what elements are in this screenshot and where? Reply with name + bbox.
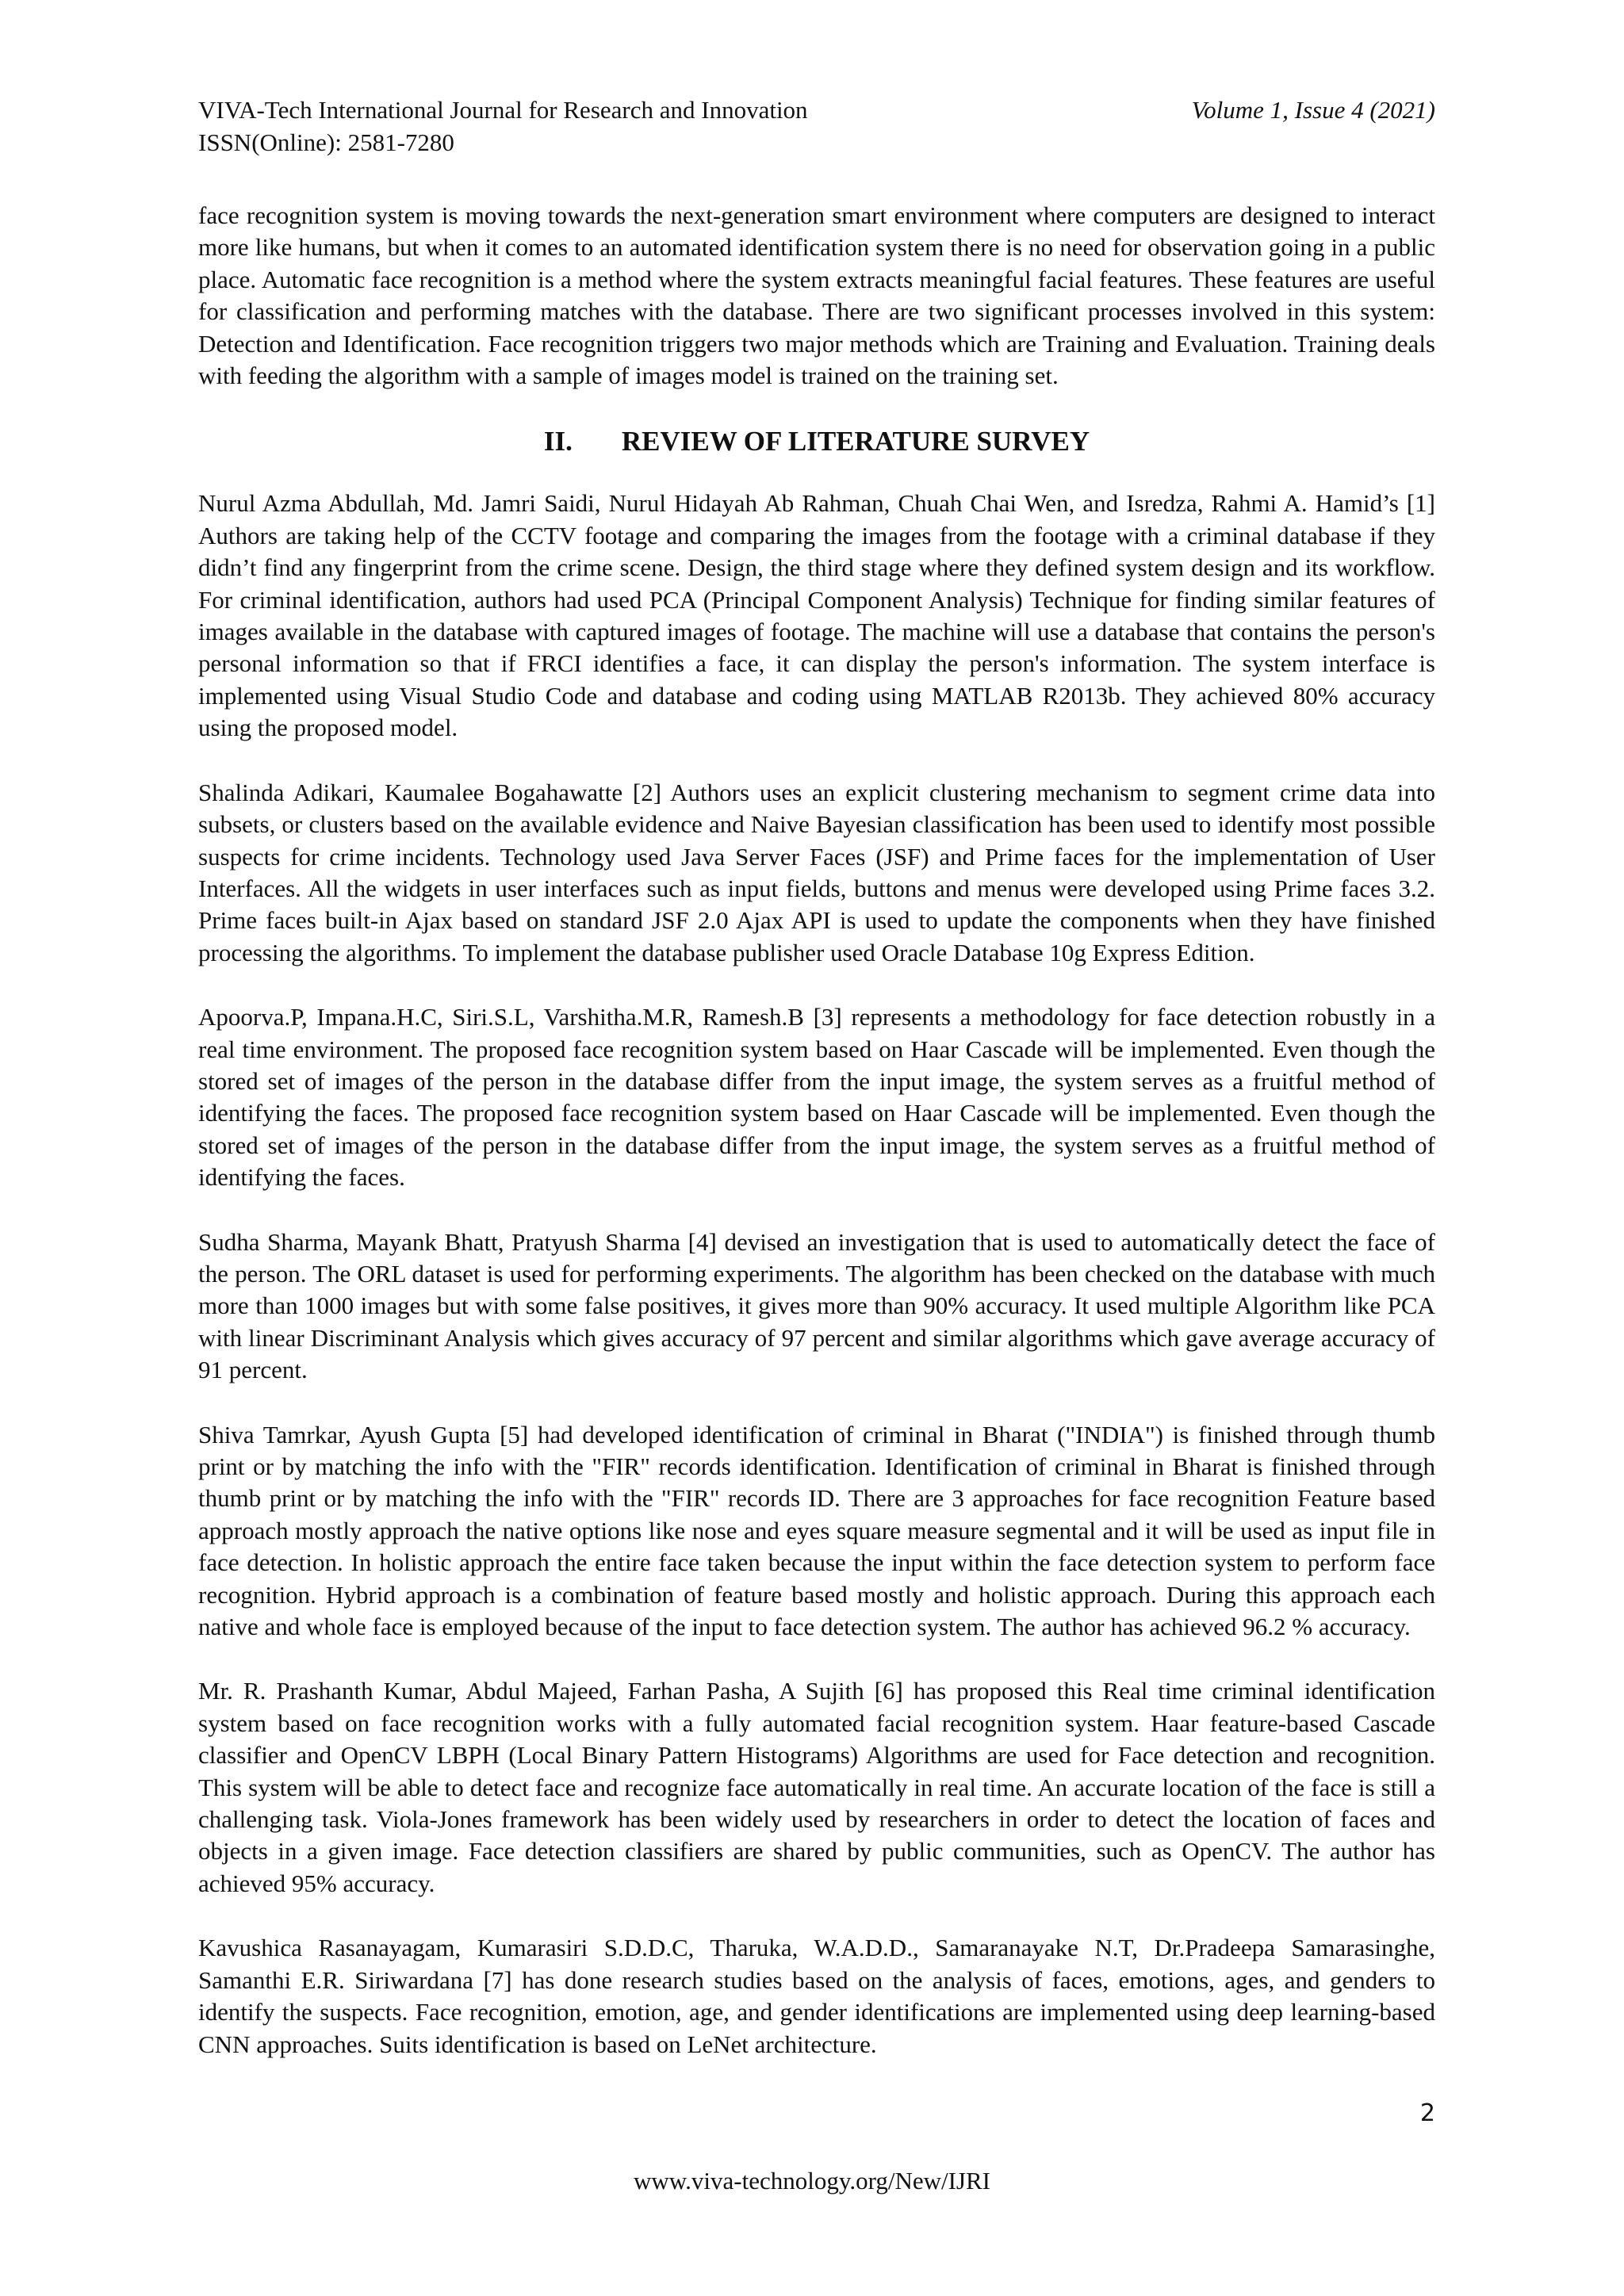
paragraph-ref-6: Mr. R. Prashanth Kumar, Abdul Majeed, Farhan Pasha, A Sujith [6] has proposed this Real time criminal identification system based on face recognition works with a fully automated facial recognition system. Haar feature-based Cascade classifier and OpenCV LBPH (Local Binary Pattern Histograms) Algorithms are used for Face detection and recognition. This system will be able to detect face and recognize face automatically in real time. An accurate location of the face is still a challenging task. Viola-Jones framework has been widely used by researchers in order to detect the location of faces and objects in a given image. Face detection classifiers are shared by public communities, such as OpenCV. The author has achieved 95% accuracy. — [198, 1677, 1435, 1897]
section-title: REVIEW OF LITERATURE SURVEY — [621, 426, 1090, 457]
header-row — [198, 94, 1435, 126]
paragraph-ref-7: Kavushica Rasanayagam, Kumarasiri S.D.D.C, Tharuka, W.A.D.D., Samaranayake N.T, Dr.Pradeepa Samarasinghe, Samanthi E.R. Siriwardana [7] has done research studies based on the analysis of faces, emotions, ages, and genders to identify the suspects. Face recognition, emotion, age, and gender identifications are implemented using deep learning-based CNN approaches. Suits identification is based on LeNet architecture. — [198, 1934, 1435, 2058]
section-number: II. — [543, 426, 573, 457]
footer-url[interactable]: www.viva-technology.org/New/IJRI — [634, 2167, 990, 2195]
journal-title: VIVA-Tech International Journal for Research and Innovation — [198, 96, 808, 124]
paragraph-ref-3: Apoorva.P, Impana.H.C, Siri.S.L, Varshitha.M.R, Ramesh.B [3] represents a methodology for face detection robustly in a real time environment. The proposed face recognition system based on Haar Cascade will be implemented. Even though the stored set of images of the person in the database differ from the input image, the system serves as a fruitful method of identifying the faces. The proposed face recognition system based on Haar Cascade will be implemented. Even though the stored set of images of the person in the database differ from the input image, the system serves as a fruitful method of identifying the faces. — [198, 1003, 1435, 1192]
paragraph-ref-1: Nurul Azma Abdullah, Md. Jamri Saidi, Nurul Hidayah Ab Rahman, Chuah Chai Wen, and Isredza, Rahmi A. Hamid’s [1] Authors are taking help of the CCTV footage and comparing the images from the footage with a criminal database if they didn’t find any fingerprint from the crime scene. Design, the third stage where they defined system design and its workflow. For criminal identification, authors had used PCA (Principal Component Analysis) Technique for finding similar features of images available in the database with captured images of footage. The machine will use a database that contains the person's personal information so that if FRCI identifies a face, it can display the person's information. The system interface is implemented using Visual Studio Code and database and coding using MATLAB R2013b. They achieved 80% accuracy using the proposed model. — [198, 489, 1435, 742]
paragraph-ref-4: Sudha Sharma, Mayank Bhatt, Pratyush Sharma [4] devised an investigation that is used to automatically detect the face of the person. The ORL dataset is used for performing experiments. The algorithm has been checked on the database with much more than 1000 images but with some false positives, it gives more than 90% accuracy. It used multiple Algorithm like PCA with linear Discriminant Analysis which gives accuracy of 97 percent and similar algorithms which gave average accuracy of 91 percent. — [198, 1227, 1435, 1384]
page-header — [198, 94, 1435, 159]
section-heading — [198, 424, 1435, 459]
paragraph-ref-5: Shiva Tamrkar, Ayush Gupta [5] had developed identification of criminal in Bharat ("INDIA") is finished through thumb print or by matching the info with the "FIR" records identification. Identification of criminal in Bharat is finished through thumb print or by matching the info with the "FIR" records ID. There are 3 approaches for face recognition Feature based approach mostly approach the native options like nose and eyes square measure segmental and it will be used as input file in face detection. In holistic approach the entire face taken because the input within the face detection system to perform face recognition. Hybrid approach is a combination of feature based mostly and holistic approach. During this approach each native and whole face is employed because of the input to face detection system. The author has achieved 96.2 % accuracy. — [198, 1420, 1435, 1641]
page-number: 2 — [1419, 2099, 1435, 2127]
page-body — [198, 200, 1435, 2093]
volume-issue: Volume 1, Issue 4 (2021) — [1191, 96, 1435, 124]
intro-paragraph: face recognition system is moving towards the next-generation smart environment where computers are designed to interact more like humans, but when it comes to an automated identification system there is no need for observation going in a public place. Automatic face recognition is a method where the system extracts meaningful facial features. These features are useful for classification and performing matches with the database. There are two significant processes involved in this system: Detection and Identification. Face recognition triggers two major methods which are Training and Evaluation. Training deals with feeding the algorithm with a sample of images model is trained on the training set. — [198, 201, 1435, 390]
issn: ISSN(Online): 2581-7280 — [198, 128, 454, 156]
paragraph-ref-2: Shalinda Adikari, Kaumalee Bogahawatte [2] Authors uses an explicit clustering mechanism to segment crime data into subsets, or clusters based on the available evidence and Naive Bayesian classification has been used to identify most possible suspects for crime incidents. Technology used Java Server Faces (JSF) and Prime faces for the implementation of User Interfaces. All the widgets in user interfaces such as input fields, buttons and menus were developed using Prime faces 3.2. Prime faces built-in Ajax based on standard JSF 2.0 Ajax API is used to update the components when they have finished processing the algorithms. To implement the database publisher used Oracle Database 10g Express Edition. — [198, 778, 1435, 966]
